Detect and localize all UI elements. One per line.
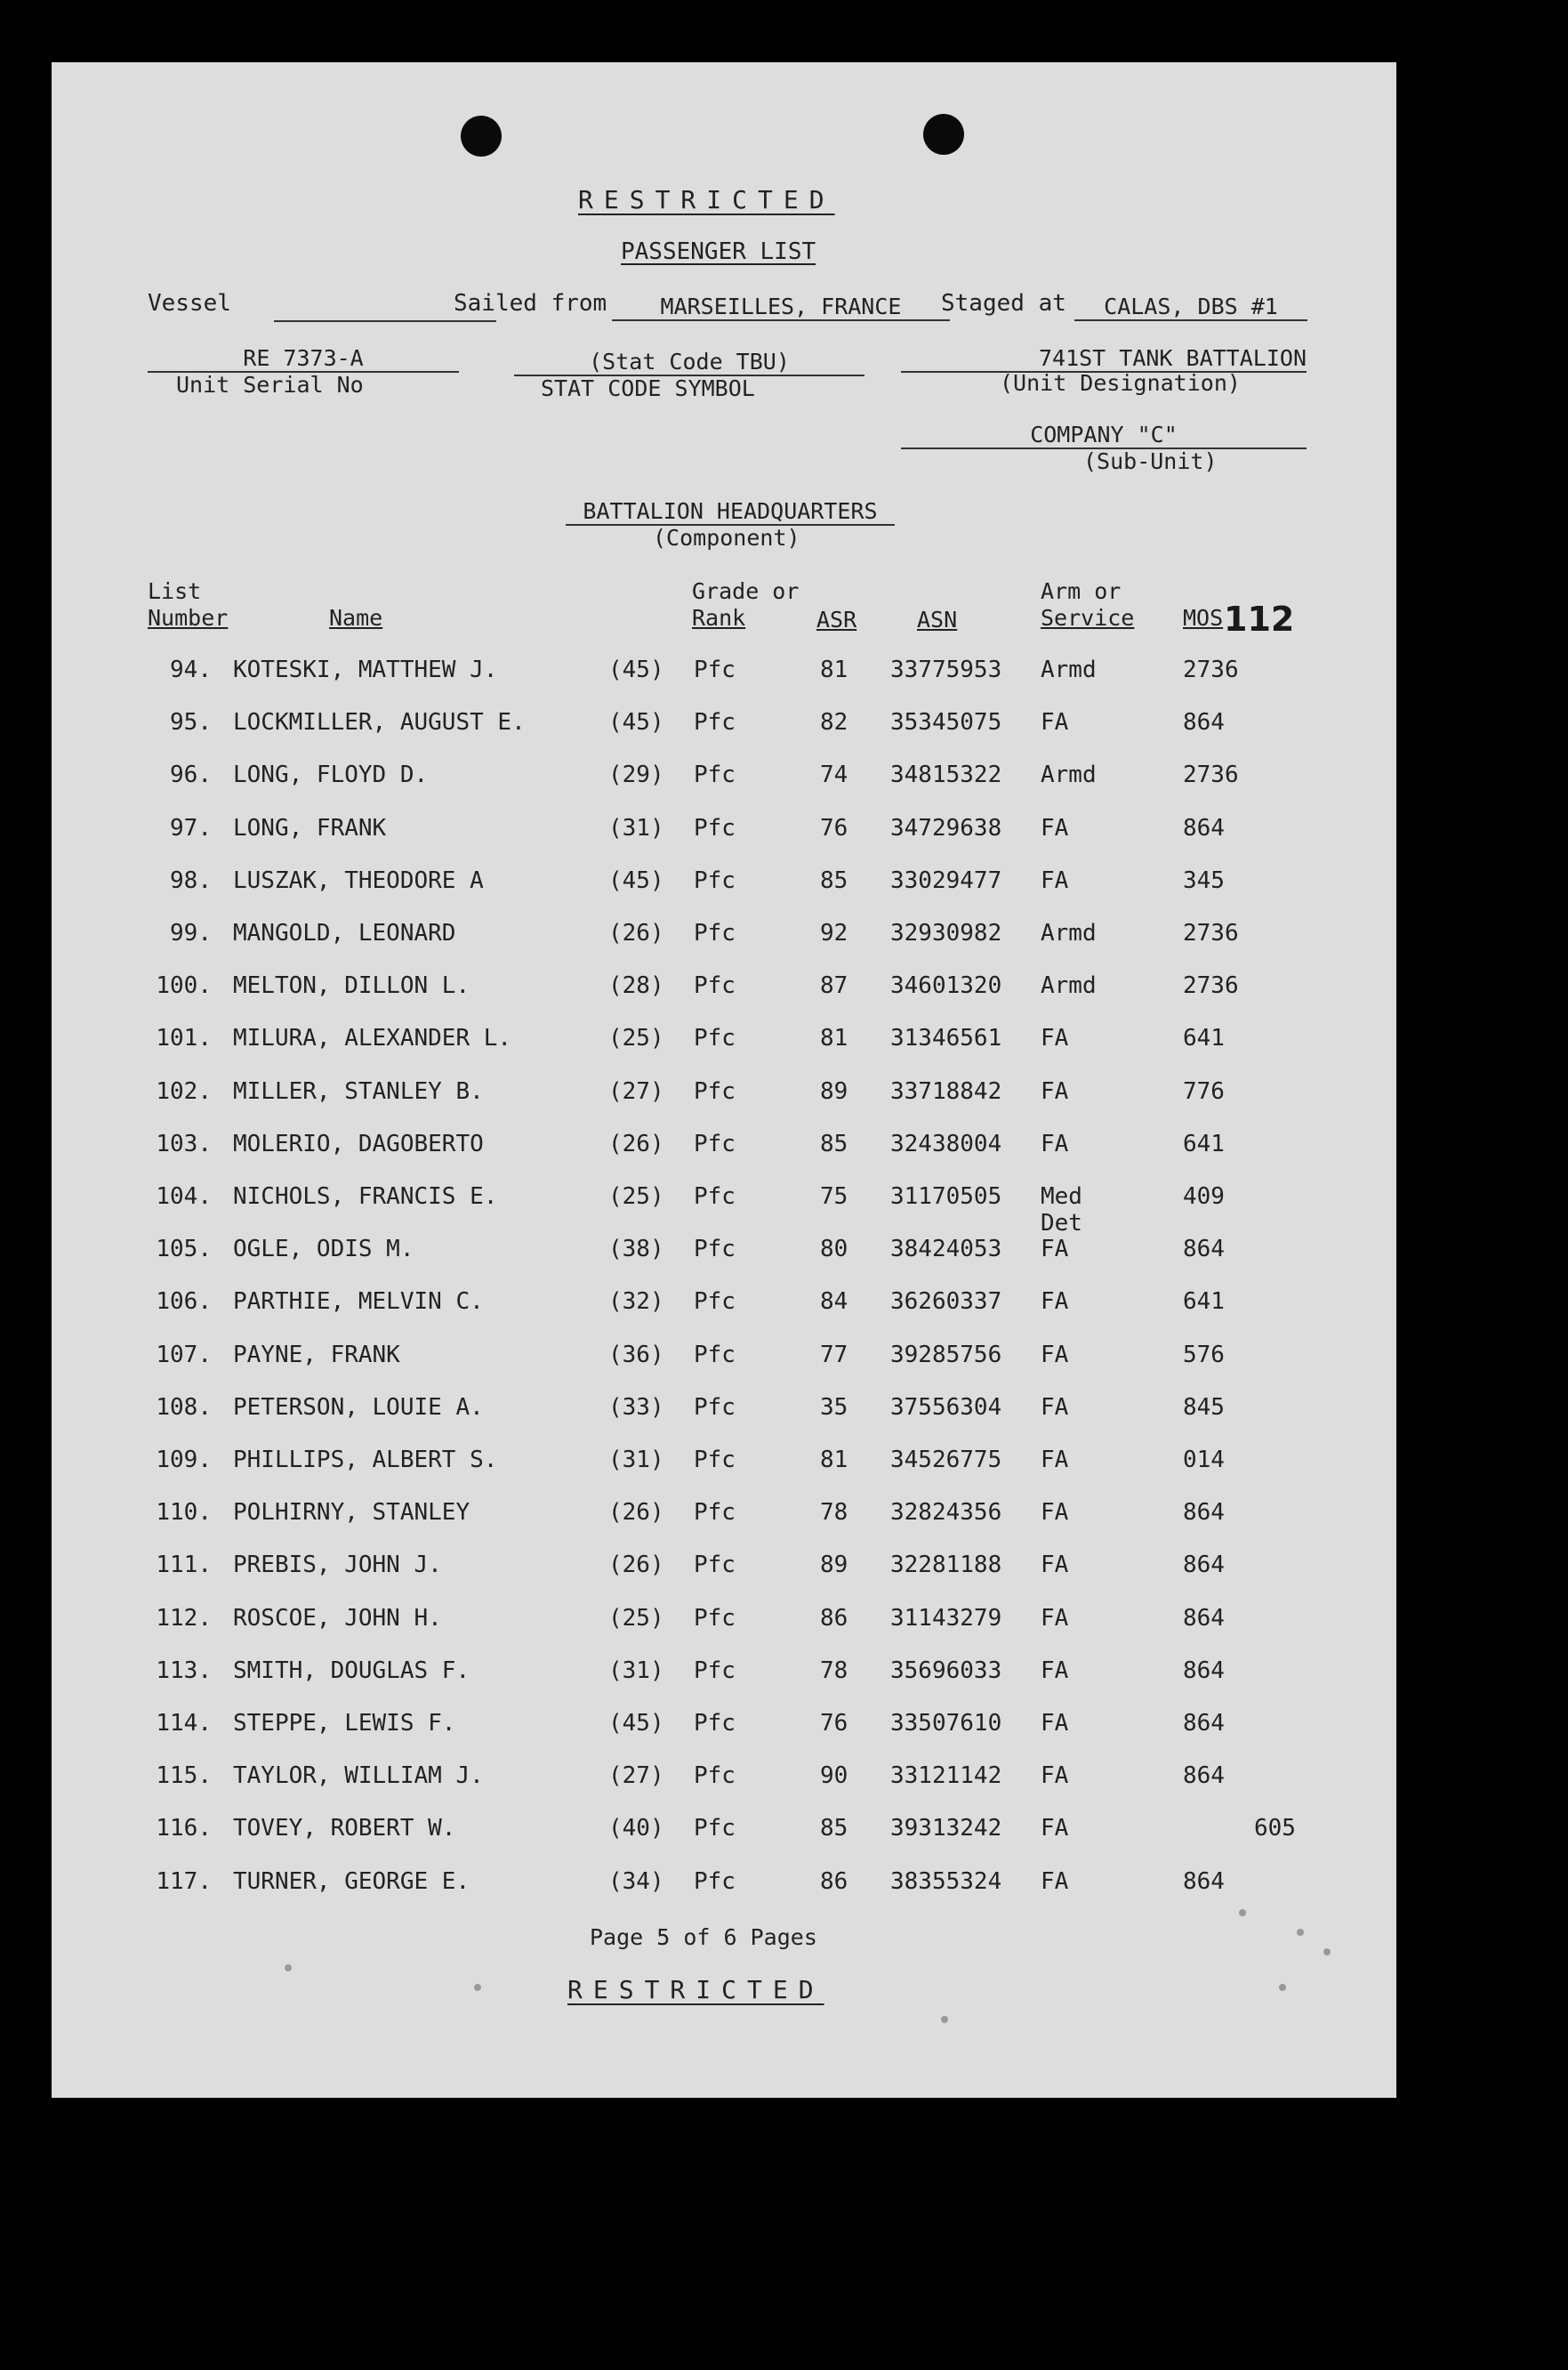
cell-rank: Pfc xyxy=(694,920,736,947)
cell-asr: 75 xyxy=(820,1183,848,1210)
cell-rank: Pfc xyxy=(694,1657,736,1684)
cell-num: 99. xyxy=(170,920,212,947)
cell-asn: 35345075 xyxy=(890,709,1002,737)
cell-age: (32) xyxy=(608,1288,664,1316)
cell-asn: 32438004 xyxy=(890,1130,1002,1157)
cell-age: (31) xyxy=(608,1657,664,1684)
cell-arm: FA xyxy=(1041,1447,1069,1473)
cell-age: (40) xyxy=(608,1815,664,1842)
cell-name: POLHIRNY, STANLEY xyxy=(233,1499,470,1527)
col-arm-1: Arm or xyxy=(1041,578,1122,604)
cell-age: (26) xyxy=(608,920,664,947)
cell-name: STEPPE, LEWIS F. xyxy=(233,1710,456,1737)
speck xyxy=(1323,1948,1331,1955)
cell-asr: 35 xyxy=(820,1393,848,1421)
cell-arm: FA xyxy=(1041,1499,1069,1527)
cell-name: LOCKMILLER, AUGUST E. xyxy=(233,709,526,737)
cell-rank: Pfc xyxy=(694,1710,736,1737)
cell-age: (26) xyxy=(608,1130,664,1157)
cell-num: 101. xyxy=(156,1025,212,1052)
cell-arm: FA xyxy=(1041,1025,1069,1052)
cell-age: (26) xyxy=(608,1552,664,1579)
speck xyxy=(1279,1984,1286,1991)
cell-arm: FA xyxy=(1041,1657,1069,1684)
cell-age: (25) xyxy=(608,1183,664,1210)
cell-name: TURNER, GEORGE E. xyxy=(233,1867,470,1895)
cell-rank: Pfc xyxy=(694,657,736,683)
subunit-value: COMPANY "C" xyxy=(901,422,1307,449)
col-grade-2: Rank xyxy=(692,605,746,631)
cell-asr: 92 xyxy=(820,920,848,947)
cell-mos: 864 xyxy=(1183,1552,1225,1579)
cell-num: 105. xyxy=(156,1236,212,1263)
cell-mos: 2736 xyxy=(1183,972,1239,1000)
punch-hole-left xyxy=(461,116,502,157)
cell-asn: 33718842 xyxy=(890,1077,1002,1105)
cell-arm: Med Det xyxy=(1041,1183,1082,1237)
cell-mos: 864 xyxy=(1183,1236,1225,1263)
cell-num: 117. xyxy=(156,1867,212,1895)
cell-num: 98. xyxy=(170,867,212,894)
cell-num: 100. xyxy=(156,972,212,1000)
cell-asn: 37556304 xyxy=(890,1393,1002,1421)
cell-mos: 2736 xyxy=(1183,762,1239,789)
cell-rank: Pfc xyxy=(694,1393,736,1421)
cell-asn: 36260337 xyxy=(890,1288,1002,1316)
cell-mos: 864 xyxy=(1183,814,1225,842)
cell-num: 102. xyxy=(156,1077,212,1105)
speck xyxy=(474,1984,481,1991)
cell-arm: Armd xyxy=(1041,920,1097,947)
cell-age: (27) xyxy=(608,1077,664,1105)
cell-name: PHILLIPS, ALBERT S. xyxy=(233,1447,498,1473)
sailed-label: Sailed from xyxy=(454,290,607,317)
subunit-label: (Sub-Unit) xyxy=(1083,448,1218,474)
cell-asn: 31346561 xyxy=(890,1025,1002,1052)
restricted-top: RESTRICTED xyxy=(578,185,835,214)
cell-mos: 641 xyxy=(1183,1130,1225,1157)
cell-arm: FA xyxy=(1041,1867,1069,1895)
serial-label: Unit Serial No xyxy=(176,372,364,398)
unit-label: (Unit Designation) xyxy=(1000,370,1241,396)
punch-hole-right xyxy=(923,114,964,155)
cell-rank: Pfc xyxy=(694,1447,736,1473)
cell-arm: FA xyxy=(1041,867,1069,894)
cell-arm: Armd xyxy=(1041,657,1097,683)
cell-asr: 89 xyxy=(820,1552,848,1579)
cell-mos: 2736 xyxy=(1183,920,1239,947)
cell-mos: 864 xyxy=(1183,1657,1225,1684)
cell-asn: 38424053 xyxy=(890,1236,1002,1263)
cell-num: 104. xyxy=(156,1183,212,1210)
cell-asn: 33775953 xyxy=(890,657,1002,683)
cell-asr: 86 xyxy=(820,1867,848,1895)
cell-num: 116. xyxy=(156,1815,212,1842)
cell-asr: 85 xyxy=(820,1130,848,1157)
cell-name: OGLE, ODIS M. xyxy=(233,1236,414,1263)
cell-name: MANGOLD, LEONARD xyxy=(233,920,456,947)
cell-rank: Pfc xyxy=(694,762,736,789)
cell-num: 112. xyxy=(156,1604,212,1632)
cell-mos: 776 xyxy=(1183,1077,1225,1105)
component-value: BATTALION HEADQUARTERS xyxy=(566,498,895,526)
vessel-label: Vessel xyxy=(148,290,231,317)
page-number: Page 5 of 6 Pages xyxy=(590,1924,817,1950)
cell-arm: FA xyxy=(1041,709,1069,737)
cell-num: 110. xyxy=(156,1499,212,1527)
cell-rank: Pfc xyxy=(694,1236,736,1263)
cell-age: (34) xyxy=(608,1867,664,1895)
speck xyxy=(941,2016,948,2023)
cell-arm: FA xyxy=(1041,1710,1069,1737)
cell-name: LUSZAK, THEODORE A xyxy=(233,867,484,894)
cell-asr: 76 xyxy=(820,1710,848,1737)
cell-mos: 605 xyxy=(1254,1815,1296,1842)
cell-name: NICHOLS, FRANCIS E. xyxy=(233,1183,498,1210)
cell-rank: Pfc xyxy=(694,1288,736,1316)
cell-num: 111. xyxy=(156,1552,212,1579)
staged-label: Staged at xyxy=(941,290,1066,317)
cell-age: (45) xyxy=(608,657,664,683)
cell-mos: 345 xyxy=(1183,867,1225,894)
unit-value: 741ST TANK BATTALION xyxy=(901,345,1307,373)
cell-asn: 31170505 xyxy=(890,1183,1002,1210)
cell-asn: 39313242 xyxy=(890,1815,1002,1842)
cell-rank: Pfc xyxy=(694,1025,736,1052)
speck xyxy=(1297,1929,1304,1936)
cell-asr: 85 xyxy=(820,1815,848,1842)
cell-arm: FA xyxy=(1041,1604,1069,1632)
cell-num: 97. xyxy=(170,814,212,842)
cell-asn: 34526775 xyxy=(890,1447,1002,1473)
cell-age: (45) xyxy=(608,1710,664,1737)
cell-name: LONG, FLOYD D. xyxy=(233,762,429,789)
cell-num: 103. xyxy=(156,1130,212,1157)
cell-age: (27) xyxy=(608,1762,664,1790)
cell-mos: 2736 xyxy=(1183,657,1239,683)
cell-asr: 81 xyxy=(820,657,848,683)
col-mos: MOS xyxy=(1183,605,1224,631)
cell-age: (45) xyxy=(608,709,664,737)
cell-num: 94. xyxy=(170,657,212,683)
sailed-value: MARSEILLES, FRANCE xyxy=(612,294,950,321)
cell-mos: 864 xyxy=(1183,1710,1225,1737)
cell-num: 95. xyxy=(170,709,212,737)
cell-arm: FA xyxy=(1041,1288,1069,1316)
cell-mos: 864 xyxy=(1183,1762,1225,1790)
cell-rank: Pfc xyxy=(694,1130,736,1157)
cell-rank: Pfc xyxy=(694,1815,736,1842)
cell-age: (31) xyxy=(608,814,664,842)
cell-num: 108. xyxy=(156,1393,212,1421)
stat-code-value: (Stat Code TBU) xyxy=(514,349,864,376)
cell-num: 106. xyxy=(156,1288,212,1316)
cell-asr: 82 xyxy=(820,709,848,737)
cell-age: (28) xyxy=(608,972,664,1000)
cell-asr: 77 xyxy=(820,1341,848,1368)
cell-name: KOTESKI, MATTHEW J. xyxy=(233,657,498,683)
cell-mos: 864 xyxy=(1183,1867,1225,1895)
cell-age: (25) xyxy=(608,1025,664,1052)
stat-code-label: STAT CODE SYMBOL xyxy=(541,375,755,401)
cell-name: PARTHIE, MELVIN C. xyxy=(233,1288,484,1316)
cell-num: 113. xyxy=(156,1657,212,1684)
cell-age: (25) xyxy=(608,1604,664,1632)
cell-name: PETERSON, LOUIE A. xyxy=(233,1393,484,1421)
cell-asr: 86 xyxy=(820,1604,848,1632)
cell-asr: 81 xyxy=(820,1025,848,1052)
cell-name: MOLERIO, DAGOBERTO xyxy=(233,1130,484,1157)
cell-asr: 80 xyxy=(820,1236,848,1263)
cell-mos: 864 xyxy=(1183,1499,1225,1527)
cell-asr: 84 xyxy=(820,1288,848,1316)
col-name: Name xyxy=(329,605,383,631)
cell-mos: 864 xyxy=(1183,1604,1225,1632)
cell-asn: 31143279 xyxy=(890,1604,1002,1632)
cell-rank: Pfc xyxy=(694,1604,736,1632)
staged-value: CALAS, DBS #1 xyxy=(1074,294,1307,321)
cell-asr: 87 xyxy=(820,972,848,1000)
cell-age: (38) xyxy=(608,1236,664,1263)
cell-asn: 32930982 xyxy=(890,920,1002,947)
cell-asr: 78 xyxy=(820,1657,848,1684)
cell-rank: Pfc xyxy=(694,1552,736,1579)
col-asn: ASN xyxy=(917,607,958,633)
cell-rank: Pfc xyxy=(694,867,736,894)
cell-asn: 32824356 xyxy=(890,1499,1002,1527)
cell-num: 114. xyxy=(156,1710,212,1737)
cell-num: 107. xyxy=(156,1341,212,1368)
col-asr: ASR xyxy=(816,607,857,633)
cell-mos: 014 xyxy=(1183,1447,1225,1473)
cell-name: TOVEY, ROBERT W. xyxy=(233,1815,456,1842)
cell-age: (33) xyxy=(608,1393,664,1421)
cell-rank: Pfc xyxy=(694,1867,736,1895)
cell-name: SMITH, DOUGLAS F. xyxy=(233,1657,470,1684)
cell-rank: Pfc xyxy=(694,1341,736,1368)
col-arm-2: Service xyxy=(1041,605,1135,631)
cell-arm: FA xyxy=(1041,1130,1069,1157)
cell-num: 115. xyxy=(156,1762,212,1790)
cell-asr: 90 xyxy=(820,1762,848,1790)
cell-arm: FA xyxy=(1041,1077,1069,1105)
speck xyxy=(1239,1909,1246,1916)
cell-asn: 35696033 xyxy=(890,1657,1002,1684)
cell-rank: Pfc xyxy=(694,1077,736,1105)
cell-age: (29) xyxy=(608,762,664,789)
cell-arm: FA xyxy=(1041,1815,1069,1842)
cell-asr: 78 xyxy=(820,1499,848,1527)
cell-arm: Armd xyxy=(1041,762,1097,789)
cell-asr: 85 xyxy=(820,867,848,894)
speck xyxy=(285,1964,292,1971)
page-title: PASSENGER LIST xyxy=(621,238,816,265)
document-page xyxy=(52,62,1396,2098)
cell-age: (36) xyxy=(608,1341,664,1368)
col-list-2: Number xyxy=(148,605,229,631)
cell-asn: 33121142 xyxy=(890,1762,1002,1790)
cell-mos: 576 xyxy=(1183,1341,1225,1368)
cell-name: ROSCOE, JOHN H. xyxy=(233,1604,442,1632)
cell-rank: Pfc xyxy=(694,972,736,1000)
cell-rank: Pfc xyxy=(694,709,736,737)
cell-name: MELTON, DILLON L. xyxy=(233,972,470,1000)
cell-name: TAYLOR, WILLIAM J. xyxy=(233,1762,484,1790)
cell-asr: 89 xyxy=(820,1077,848,1105)
component-label: (Component) xyxy=(653,525,800,551)
cell-rank: Pfc xyxy=(694,1183,736,1210)
cell-mos: 641 xyxy=(1183,1025,1225,1052)
cell-asn: 39285756 xyxy=(890,1341,1002,1368)
cell-arm: Armd xyxy=(1041,972,1097,1000)
cell-rank: Pfc xyxy=(694,1762,736,1790)
cell-asn: 38355324 xyxy=(890,1867,1002,1895)
cell-asn: 34601320 xyxy=(890,972,1002,1000)
cell-asn: 34729638 xyxy=(890,814,1002,842)
cell-mos: 409 xyxy=(1183,1183,1225,1210)
cell-arm: FA xyxy=(1041,1552,1069,1579)
cell-mos: 864 xyxy=(1183,709,1225,737)
cell-age: (31) xyxy=(608,1447,664,1473)
cell-arm: FA xyxy=(1041,1762,1069,1790)
col-grade-1: Grade or xyxy=(692,578,800,604)
cell-arm: FA xyxy=(1041,1393,1069,1421)
cell-arm: FA xyxy=(1041,1341,1069,1368)
cell-asn: 33507610 xyxy=(890,1710,1002,1737)
col-list-1: List xyxy=(148,578,202,604)
cell-asn: 33029477 xyxy=(890,867,1002,894)
restricted-bottom: RESTRICTED xyxy=(567,1975,824,2004)
cell-mos: 845 xyxy=(1183,1393,1225,1421)
cell-asr: 81 xyxy=(820,1447,848,1473)
cell-rank: Pfc xyxy=(694,814,736,842)
cell-name: LONG, FRANK xyxy=(233,814,387,842)
cell-name: MILLER, STANLEY B. xyxy=(233,1077,484,1105)
cell-num: 96. xyxy=(170,762,212,789)
cell-arm: FA xyxy=(1041,1236,1069,1263)
cell-name: PAYNE, FRANK xyxy=(233,1341,400,1368)
cell-asn: 34815322 xyxy=(890,762,1002,789)
cell-name: PREBIS, JOHN J. xyxy=(233,1552,442,1579)
cell-age: (45) xyxy=(608,867,664,894)
handwritten-number: 112 xyxy=(1224,600,1295,639)
cell-mos: 641 xyxy=(1183,1288,1225,1316)
cell-age: (26) xyxy=(608,1499,664,1527)
cell-name: MILURA, ALEXANDER L. xyxy=(233,1025,512,1052)
cell-arm: FA xyxy=(1041,814,1069,842)
cell-asr: 74 xyxy=(820,762,848,789)
cell-num: 109. xyxy=(156,1447,212,1473)
cell-asn: 32281188 xyxy=(890,1552,1002,1579)
serial-value: RE 7373-A xyxy=(148,345,459,373)
cell-rank: Pfc xyxy=(694,1499,736,1527)
cell-asr: 76 xyxy=(820,814,848,842)
